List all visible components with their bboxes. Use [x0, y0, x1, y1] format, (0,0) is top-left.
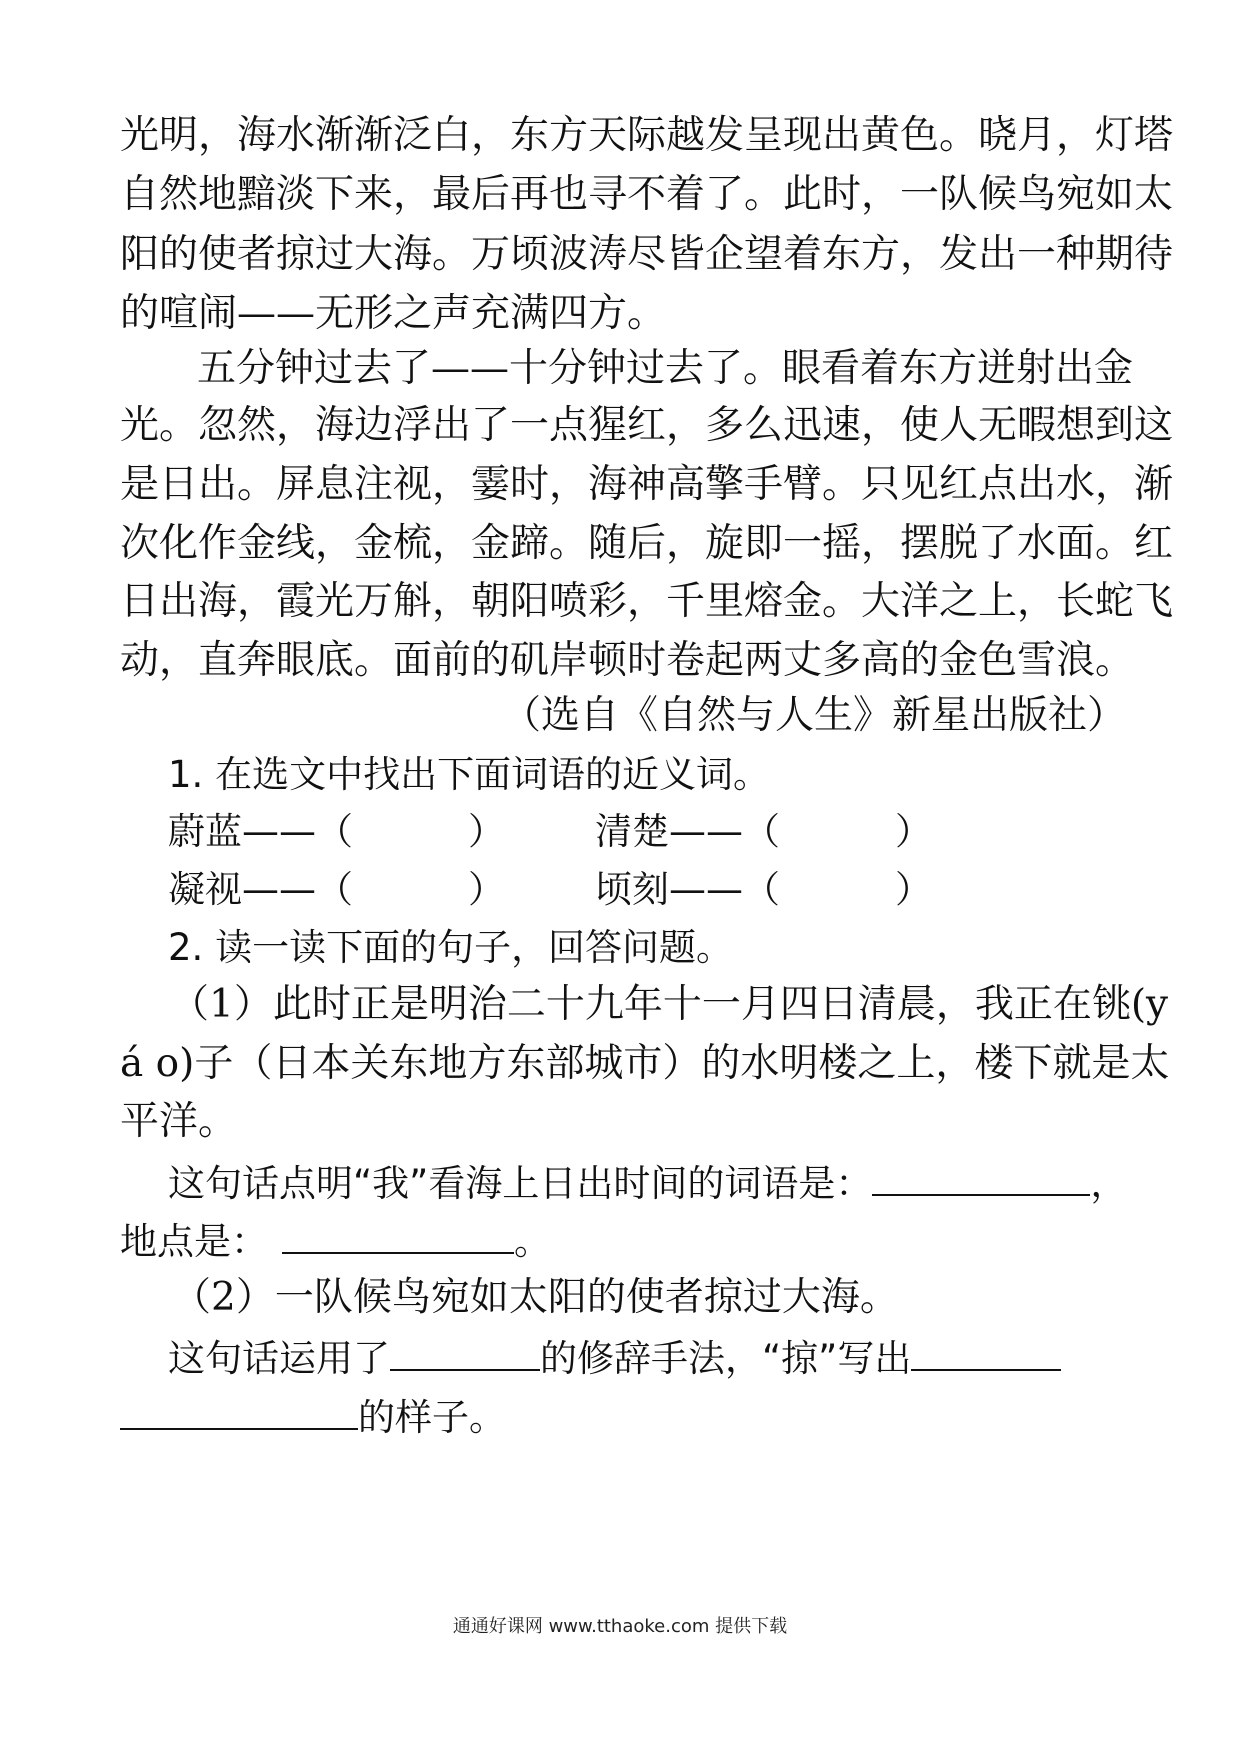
answer-blank-description-cont[interactable]: [120, 1394, 358, 1430]
passage-line: 是日出。屏息注视，霎时，海神高擎手臂。只见红点出水，渐: [120, 462, 1174, 507]
question-text: 这句话运用了: [168, 1337, 390, 1380]
answer-blank-place[interactable]: [282, 1218, 514, 1254]
sentence-1-line: á o)子（日本关东地方东部城市）的水明楼之上，楼下就是太: [120, 1041, 1170, 1086]
sentence-2-question-2: [120, 1394, 1126, 1442]
sentence-1-question-2: [120, 1218, 1126, 1266]
passage-line: 的喧闹——无形之声充满四方。: [120, 291, 667, 336]
page-footer: 通通好课网 www.tthaoke.com 提供下载: [452, 1616, 788, 1637]
synonym-close: ）: [468, 868, 505, 911]
synonym-item: [168, 866, 505, 914]
passage-line: 光明，海水渐渐泛白，东方天际越发呈现出黄色。晓月，灯塔: [120, 113, 1174, 158]
question-1-title: 1. 在选文中找出下面词语的近义词。: [168, 753, 771, 796]
synonym-word: 蔚蓝——（: [168, 810, 353, 853]
synonym-item: [595, 808, 932, 856]
passage-line: 自然地黯淡下来，最后再也寻不着了。此时，一队候鸟宛如太: [120, 172, 1174, 217]
synonym-word: 凝视——（: [168, 868, 353, 911]
question-punct: 。: [514, 1220, 551, 1263]
passage-line: 次化作金线，金梳，金蹄。随后，旋即一摇，摆脱了水面。红: [120, 521, 1174, 566]
synonym-item: [595, 866, 932, 914]
answer-blank-rhetoric[interactable]: [390, 1335, 540, 1371]
question-punct: ，: [1090, 1162, 1128, 1205]
sentence-1-line: 平洋。: [120, 1099, 238, 1144]
passage-line: 日出海，霞光万斛，朝阳喷彩，千里熔金。大洋之上，长蛇飞: [120, 579, 1174, 624]
passage-line: 动，直奔眼底。面前的矶岸顿时卷起两丈多高的金色雪浪。: [120, 638, 1135, 683]
passage-line: 光。忽然，海边浮出了一点猩红，多么迅速，使人无暇想到这: [120, 403, 1174, 448]
sentence-1-line: （1）此时正是明治二十九年十一月四日清晨，我正在铫(y: [170, 982, 1169, 1027]
synonym-item: [168, 808, 505, 856]
passage-line: 五分钟过去了——十分钟过去了。眼看着东方迸射出金: [197, 346, 1134, 391]
sentence-2-question: [168, 1335, 1174, 1383]
synonym-close: ）: [895, 868, 932, 911]
sentence-1-question: [168, 1160, 1174, 1208]
passage-line: 阳的使者掠过大海。万顷波涛尽皆企望着东方，发出一种期待: [120, 232, 1174, 277]
question-text: 地点是：: [120, 1220, 268, 1263]
synonym-word: 清楚——（: [595, 810, 780, 853]
sentence-2-line: （2）一队候鸟宛如太阳的使者掠过大海。: [172, 1275, 899, 1320]
synonym-close: ）: [895, 810, 932, 853]
answer-blank-description[interactable]: [911, 1335, 1061, 1371]
passage-source: （选自《自然与人生》新星出版社）: [501, 693, 1126, 738]
question-text: 的样子。: [358, 1396, 506, 1439]
question-text: 的修辞手法，“掠”写出: [540, 1337, 912, 1380]
question-text: 这句话点明“我”看海上日出时间的词语是：: [168, 1162, 873, 1205]
question-2-title: 2. 读一读下面的句子，回答问题。: [168, 926, 734, 969]
synonym-close: ）: [468, 810, 505, 853]
synonym-word: 顷刻——（: [595, 868, 780, 911]
answer-blank-time[interactable]: [872, 1160, 1090, 1196]
